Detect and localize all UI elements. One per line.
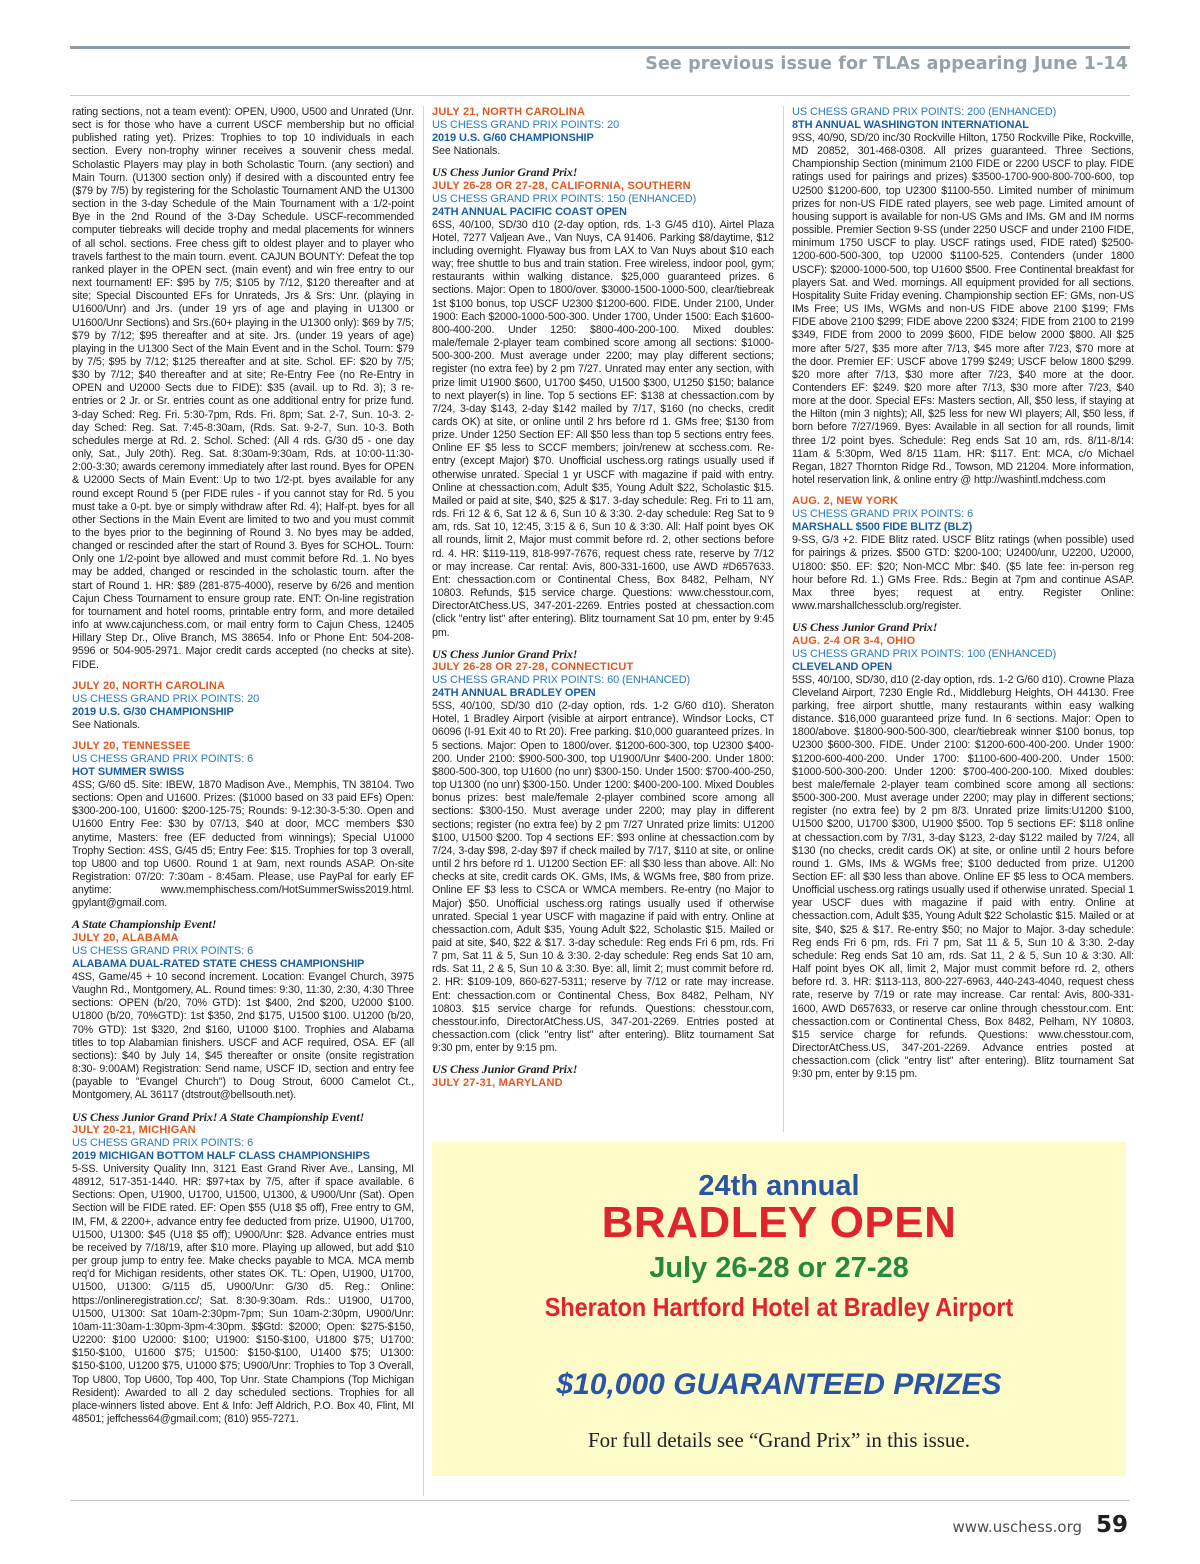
tla-listing: [432, 1063, 774, 1090]
bradley-open-ad: [432, 1142, 1126, 1476]
tla-listing: [432, 648, 774, 1056]
listing-date: JULY 26-28 OR 27-28, CONNECTICUT: [432, 661, 634, 674]
listing-date: AUG. 2-4 OR 3-4, OHIO: [792, 634, 916, 647]
tla-listing: [792, 106, 1134, 487]
column-2: [432, 106, 774, 1098]
listing-date: AUG. 2, NEW YORK: [792, 495, 899, 508]
listing-body: 4SS, Game/45 + 10 second increment. Location: Evangel Church, 3975 Vaughn Rd., Montgomery, AL. Round times: 9:30, 11:30, 2:30, 4:30 Three sections: OPEN (b/20, 70% GTD): 1st $400, 2nd $200, U2000 $100. U1800 (b/20, 70%GTD): 1st $350, 2nd $175, U1500 $100. U1200 (b/20, 70% GTD): 1st $320, 2nd $160, U1000 $100. Trophies and Alabama titles to top Alabamian finishers. USCF and ACF required, OSA. EF (all sections): $40 by July 14, $45 thereafter or onsite (onsite registration 8:30- 9:00AM) Registration: Send name, USCF ID, section and entry fee (payable to "Evangel Church") to Doug Strout, 6000 Camelot Ct., Montgomery, AL 36117 (dtstrout@bellsouth.net).: [72, 970, 414, 1102]
column-3: [792, 106, 1134, 1090]
grand-prix-points: US CHESS GRAND PRIX POINTS: 60 (ENHANCED): [432, 674, 691, 687]
tla-listing: [72, 740, 414, 911]
ad-hotel: Sheraton Hartford Hotel at Bradley Airport: [544, 1292, 1014, 1322]
ad-prizes: $10,000 GUARANTEED PRIZES: [556, 1368, 1002, 1401]
listing-body: 4SS; G/60 d5. Site: IBEW, 1870 Madison Ave., Memphis, TN 38104. Two sections: Open and U1600. Prizes: ($1000 based on 33 paid EFs) Open: $300-200-100, U1600: $200-125-75; Rounds: 9-12:30-3-5:30. Open and U1600 Entry Fee: $30 by 07/13, $40 at door, MCC members $30 anytime, Masters: free (EF deducted from winnings); Special U1000 Trophy Section: 4SS, G/45 d5; Entry Fee: $15. Trophies for top 3 overall, top U800 and top U600. Round 1 at 9am, next rounds ASAP. On-site Registration: 07/20: 7:30am - 8:45am. Please, use PayPal for early EF anytime: www.memphischess.com/HotSummerSwiss2019.html. gpylant@gmail.com.: [72, 778, 414, 910]
event-title: MARSHALL $500 FIDE BLITZ (BLZ): [792, 521, 973, 534]
grand-prix-points: US CHESS GRAND PRIX POINTS: 150 (ENHANCED): [432, 192, 697, 205]
tla-listing: [792, 495, 1134, 613]
event-title: 8TH ANNUAL WASHINGTON INTERNATIONAL: [792, 119, 1029, 131]
listing-date: JULY 20, TENNESSEE: [72, 739, 191, 752]
tla-listing: [72, 106, 414, 672]
listing-body: 5-SS. University Quality Inn, 3121 East Grand River Ave., Lansing, MI 48912, 517-351-1440. HR: $97+tax by 7/5, after if space available. 6 Sections: Open, U1900, U1700, U1500, U1300, & U900/Unr (Sat). Open Section will be FIDE rated. EF: Open $55 (U18 $5 off), Free entry to GM, IM, FM, & 2200+, advance entry fee deducted from prize. U1900, U1700, U1500, U1300: $45 (U18 $5 off); U900/Unr: $28. Advance entries must be received by 7/18/19, after $10 more. Playing up allowed, but add $10 per group jump to entry fee. Make checks payable to MCA. MCA memb req'd for Michigan residents, other states OK. TL: Open, U1900, U1700, U1500, U1300: G/115 d5, U900/Unr: G/30 d5. Reg.: Online: https://onlineregistration.cc/; Sat. 8:30-9:30am. Rds.: U1900, U1700, U1500, U1300: Sat 10am-2:30pm-7pm; Sun 10am-2:30pm, U900/Unr: 10am-11:30am-1:30pm-3pm-4:30pm. $$Gtd: $2000; Open: $275-$150, U2200: $100 U2000: $100; U1900: $150-$100, U1800 $75; U1700: $150-$100, U1600 $75; U1500: $150-$100, U1400 $75; U1300: $150-$100, U1200 $75, U1000 $75; U900/Unr: Trophies to Top 3 Overall, Top U800, Top U600, Top 400, Top Unr. State Champions (Top Michigan Resident): Awarded to all 2 day scheduled sections. Trophies for all place-winners listed above. Ent & Info: Jeff Aldrich, P.O. Box 40, Flint, MI 48501; jeffchess64@gmail.com; (810) 955-7271.: [72, 1163, 414, 1425]
ad-title: BRADLEY OPEN: [601, 1198, 957, 1247]
listing-body: 5SS, 40/100, SD/30 d10 (2-day option, rds. 1-2 G/60 d10). Sheraton Hotel, 1 Bradley Airport (visible at airport entrance), Windsor Locks, CT 06096 (I-91 Exit 40 to Rt 20). Free parking. $10,000 guaranteed prizes. In 5 sections. Major: Open to 1800/over. $1200-600-300, top U2300 $400-200. Under 2100: $900-500-300, top U1900/Unr $400-200. Under 1800: $800-500-300, top U1600 (no unr) $300-150. Under 1500: $700-400-250, top U1300 (no unr) $300-150. Under 1200: $400-200-100. Mixed Doubles bonus prizes: best male/female 2-player combined score among all sections: $300-150. Must average under 2200; may play in different sections; register (no extra fee) by 2 pm 7/27 Unrated prize limits: U1200 $100, U1500 $200. Top 4 sections EF: $93 online at chessaction.com by 7/24, 3-day $98, 2-day $97 if check mailed by 7/17, $110 at site, or online until 2 hrs before rd 1. U1200 Section EF: all $30 less than above. All: No checks at site, credit cards OK. GMs, IMs, & WGMs free, $80 from prize. Online EF $3 less to CSCA or WMCA members. Re-entry (no Major to Major) $50. Unofficial uschess.org ratings usually used if otherwise unrated. Special 1 year USCF with magazine if paid with entry. Online at chessaction.com, Adult $35, Young Adult $22, Scholastic $15. Mailed or paid at site, $40, $22 & $17. 3-day schedule: Reg ends Fri 6 pm, rds. Fri 7 pm, Sat 11 & 5, Sun 10 & 3:30. 2-day schedule: Reg ends Sat 10 am, rds. Sat 11, 2 & 5, Sun 10 & 3:30. Bye: all, limit 2; must commit before rd. 2. HR: $109-109, 860-627-5311; reserve by 7/12 or rate may increase. Ent: chessaction.com or Continental Chess, Box 8482, Pelham, NY 10803. $15 service charge for refunds. Questions: chesstour.com, chesstour.info, DirectorAtChess.US, 347-201-2269. Entries posted at chessaction.com (click "entry list" after entering). Blitz tournament Sat 9:30 pm, enter by 9:15 pm.: [432, 700, 774, 1055]
listing-body: 9SS, 40/90, SD/20 inc/30 Rockville Hilton, 1750 Rockville Pike, Rockville, MD 20852, 301-468-0308. All prizes guaranteed. Three Sections, Championship Section (minimum 2100 FIDE or 2200 USCF to play. FIDE ratings used for pairings and prizes) $3500-1700-900-800-700-600, top U2500 $1200-600, top U2300 $1100-550. Limited number of minimum prizes for non-US FIDE rated players, see web page. Limited amount of housing support is available for non-US GMs and IMs. GM and IM norms possible. Premier Section 9-SS (under 2250 USCF and under 2100 FIDE, minimum 1750 USCF to play. USCF ratings used, FIDE rated) $2500-1200-600-500-300, top U2000 $1100-525. Contenders (under 1800 USCF): $2000-1000-500, top U1600 $500. Free Continental breakfast for players Sat. and Wed. mornings. All equipment provided for all sections. Hospitality Suite Friday evening. Championship section EF: GMs, non-US IMs Free; US IMs, WGMs and non-US FIDE above 2100 $199; FMs FIDE above 2100 $299; FIDE above 2200 $324; FIDE from 2100 to 2199 $349, FIDE from 2000 to 2099 $600, FIDE below 2000 $800. All $25 more after 5/27, $35 more after 7/13, $45 more after 7/23, $70 more at the door. Premier EF: USCF above 1799 $249; USCF below 1800 $299. $20 more after 7/13, $30 more after 7/23, $40 more at the door. Contenders EF: $249. $20 more after 7/13, $30 more after 7/23, $40 more at the door. Special EFs: Masters section, All, $50 less, if staying at the Hilton (min 3 nights); All, $25 less for new WI players; All, $50 less, if born before 7/27/1969. Byes: Available in all section for all rounds, limit three 1/2 point byes. Schedule: Reg ends Sat 10 am, rds. 8/11-8/14: 11am & 5:30pm, Wed 8/15 11am. HR: $117. Ent: MCA, c/o Michael Regan, 1827 Thornton Ridge Rd., Towson, MD 21204. More information, hotel reservation link, & online entry @ http://washintl.mdchess.com: [792, 132, 1134, 487]
column-divider: [783, 106, 784, 1132]
listing-date: JULY 21, NORTH CAROLINA: [432, 106, 586, 118]
listing-tag: US Chess Junior Grand Prix! A State Championship Event!: [72, 1109, 365, 1124]
grand-prix-points: US CHESS GRAND PRIX POINTS: 6: [72, 752, 254, 765]
ad-annual: 24th annual: [698, 1170, 860, 1202]
event-title: HOT SUMMER SWISS: [72, 765, 185, 778]
tla-listing: [432, 166, 774, 640]
tla-listing: [72, 1111, 414, 1427]
tla-listing: [72, 918, 414, 1102]
listing-date: JULY 27-31, MARYLAND: [432, 1076, 563, 1089]
ad-dates: July 26-28 or 27-28: [649, 1252, 909, 1284]
page-number: 59: [1095, 1512, 1128, 1538]
listing-tag: US Chess Junior Grand Prix!: [792, 620, 938, 635]
footer-rule: [70, 1500, 1130, 1501]
listing-body: See Nationals.: [72, 718, 141, 731]
top-rule: [70, 46, 1130, 49]
running-header: See previous issue for TLAs appearing June 1-14: [645, 54, 1128, 74]
grand-prix-points: US CHESS GRAND PRIX POINTS: 100 (ENHANCED): [792, 647, 1057, 660]
listing-date: JULY 26-28 OR 27-28, CALIFORNIA, SOUTHERN: [432, 179, 691, 192]
listing-tag: US Chess Junior Grand Prix!: [432, 646, 578, 661]
event-title: 2019 U.S. G/30 CHAMPIONSHIP: [72, 705, 234, 718]
column-1: [72, 106, 414, 1434]
listing-body: See Nationals.: [432, 145, 501, 157]
grand-prix-points: US CHESS GRAND PRIX POINTS: 6: [72, 1137, 254, 1149]
listing-tag: A State Championship Event!: [72, 917, 217, 932]
event-title: 24TH ANNUAL BRADLEY OPEN: [432, 687, 596, 700]
listing-body: 9-SS, G/3 +2. FIDE Blitz rated. USCF Blitz ratings (when possible) used for pairings & prizes. $500 GTD: $200-100; U2400/unr, U2200, U2000, U1800: $50. EF: $20; Non-MCC Mbr: $40. ($5 late fee: in-person reg hour before Rd. 1.) GMs Free. Rds.: Begin at 7pm and continue ASAP. Max three byes; request at entry. Register Online: www.marshallchessclub.org/register.: [792, 534, 1134, 612]
listing-body: 5SS, 40/100, SD/30, d10 (2-day option, rds. 1-2 G/60 d10). Crowne Plaza Cleveland Airport, 7230 Engle Rd., Middleburg Heights, OH 44130. Free parking, free airport shuttle, many restaurants within easy walking distance. $16,000 guaranteed prize fund. In 6 sections. Major: Open to 1800/above. $1800-900-500-300, clear/tiebreak winner $100 bonus, top U2300 $600-300. FIDE. Under 2100: $1200-600-400-200. Under 1900: $1200-600-400-200. Under 1700: $1100-600-400-200. Under 1500: $1000-500-300-200. Under 1200: $700-400-200-100. Mixed doubles: best male/female 2-player team combined score among all sections: $500-300-200. Must average under 2200; may play in different sections; register (no extra fee) by 2 pm 8/3. Unrated prize limits:U1200 $100, U1500 $200, U1700 $300, U1900 $500. Top 5 sections EF: $118 online at chessaction.com by 7/31, 3-day $123, 2-day $122 mailed by 7/24, all $130 (no checks, credit cards OK) at site, or online until 2 hours before round 1. GMs, IMs & WGMs free; $100 deducted from prize. U1200 Section EF: all $30 less than above. Online EF $5 less to OCA members. Unofficial uschess.org ratings usually used if otherwise unrated. Special 1 year USCF dues with magazine if paid with entry. Online at chessaction.com, Adult $35, Young Adult $22 Scholastic $15. Mailed or at site, $40, $25 & $17. Re-entry $50; no Major to Major. 3-day schedule: Reg ends Fri 6 pm, rds. Fri 7 pm, Sat 11 & 5, Sun 10 & 3:30. 2-day schedule: Reg ends Sat 10 am, rds. Sat 11, 2 & 5, Sun 10 & 3:30. All: Half point byes OK all, limit 2, Major must commit before rd. 2, others before rd. 3. HR: $113-113, 800-227-6963, 440-243-4040, request chess rate, reserve by 7/19 or rate may increase. Car rental: Avis, 800-331-1600, AWD D657633, or reserve car online through chesstour.com. Ent: chessaction.com or Continental Chess, Box 8482, Pelham, NY 10803. $15 service charge for refunds. Questions: www.chesstour.com, DirectorAtChess.US, 347-201-2269. Advance entries posted at chessaction.com (click "entry list" after entering). Blitz tournament Sat 9:30 pm, enter by 9:15 pm.: [792, 673, 1134, 1081]
listing-body: 6SS, 40/100, SD/30 d10 (2-day option, rds. 1-3 G/45 d10). Airtel Plaza Hotel, 7277 Valjean Ave., Van Nuys, CA 91406. Parking $8/daytime, $12 including overnight. Flyaway bus from LAX to Van Nuys about $10 each way; free shuttle to bus and train station. Free wireless, indoor pool, gym; restaurants within walking distance. $25,000 guaranteed prizes. 6 sections. Major: Open to 1800/over. $3000-1500-1000-500, clear/tiebreak 1st $100 bonus, top USCF U2300 $1200-600. FIDE. Under 2100, Under 1900: Each $2000-1000-500-300. Under 1700, Under 1500: Each $1600-800-400-200. Under 1250: $800-400-200-100. Mixed doubles: male/female 2-player team combined score among all sections: $1000-500-300-200. Must average under 2200; may play different sections; register (no extra fee) by 2 pm 7/27. Unrated may enter any section, with prize limit U1900 $600, U1700 $450, U1500 $300, U1250 $150; balance to next player(s) in line. Top 5 sections EF: $138 at chessaction.com by 7/24, 3-day $143, 2-day $142 mailed by 7/17, $160 (no checks, credit cards OK) at site, or online until 2 hrs before rd 1. GMs free; $130 from prize. Under 1250 Section EF: All $50 less than top 5 sections entry fees. Online EF $5 less to SCCF members; join/renew at scchess.com. Re-entry (except Major) $70. Unofficial uschess.org ratings usually used if otherwise unrated. Special 1 yr USCF with magazine if paid with entry. Online at chessaction.com, Adult $35, Young Adult $22, Scholastic $15. Mailed or paid at site, $40, $25 & $17. 3-day schedule: Reg. Fri to 11 am, rds. Fri 12 & 6, Sat 12 & 6, Sun 10 & 3:30. 2-day schedule: Reg Sat to 9 am, rds. Sat 10, 12:45, 3:15 & 6, Sun 10 & 3:30. All: Half point byes OK all rounds, limit 2, Major must commit before rd. 2, other sections before rd. 4. HR: $119-119, 818-997-7676, request chess rate, reserve by 7/12 or may increase. Car rental: Avis, 800-331-1600, use AWD #D657633. Ent: chessaction.com or Continental Chess, Box 8482, Pelham, NY 10803. Refunds, $15 service charge. Questions: www.chesstour.com, DirectorAtChess.US, 347-201-2269. Entries posted at chessaction.com (click "entry list" after entering). Blitz tournament Sat 10 pm, enter by 9:45 pm.: [432, 218, 774, 639]
grand-prix-points: US CHESS GRAND PRIX POINTS: 20: [432, 119, 620, 131]
event-title: 24TH ANNUAL PACIFIC COAST OPEN: [432, 205, 627, 218]
grand-prix-points: US CHESS GRAND PRIX POINTS: 20: [72, 692, 260, 705]
tla-listing: [432, 106, 774, 158]
grand-prix-points: US CHESS GRAND PRIX POINTS: 6: [792, 508, 974, 521]
event-title: 2019 U.S. G/60 CHAMPIONSHIP: [432, 132, 594, 144]
event-title: 2019 MICHIGAN BOTTOM HALF CLASS CHAMPIONSHIPS: [72, 1150, 370, 1162]
listing-date: JULY 20, ALABAMA: [72, 931, 179, 944]
footer-url[interactable]: www.uschess.org: [952, 1518, 1082, 1536]
tla-listing: [792, 621, 1134, 1081]
listing-body: rating sections, not a team event): OPEN, U900, U500 and Unrated (Unr. sect is for those who have a current USCF membership but no official published rating yet). Prizes: Trophies to top 10 individuals in each section. Every non-trophy winner receives a souvenir chess medal. Scholastic Players may play in both Scholastic Tourn. (any section) and Main Tourn. (U1300 section only) if desired with a discounted entry fee ($79 by 7/5) by registering for the Scholastic Tournament AND the U1300 section in the 3-day Schedule of the Main Tournament with a 1/2-point Bye in the 2nd Round of the 3-Day Schedule. USCF-recommended computer tiebreaks will decide trophy and medal placements for winners of all schol. sections. Free chess gift to oldest player and to player who travels farthest to the main tourn. event. CAJUN BOUNTY: Defeat the top ranked player in the OPEN sect. (main event) and win free entry to our next tournament! EF: $95 by 7/5; $105 by 7/12, $120 thereafter and at site; Special Discounted EFs for Unrateds, Jrs & Srs: Unr. (playing in U1600/Unr) and Jrs. (under 19 yrs of age and playing in U1300 or U1600/Unr Sections) and Srs.(60+ playing in the U1300 only): $69 by 7/5; $79 by 7/12; $95 thereafter and at site. Jrs. (under 19 years of age) playing in the U1300 Sect of the Main Event and in the Schol. Tourn: $79 by 7/5; $95 by 7/12; $125 thereafter and at site. Schol. EF: $20 by 7/5; $30 by 7/12; $40 thereafter and at site; Re-Entry Fee (no Re-Entry in OPEN and U2000 Sects due to FIDE): $35 (avail. up to Rd. 3); 3 re-entries or 2 Jr. or Sr. entries count as one additional entry for prize fund. 3-day Sched: Reg. Fri. 5:30-7pm, Rds. Fri. 8pm; Sat. 2-7, Sun. 10-3. 2-day Sched: Reg. Sat. 7:45-8:30am, (Rds. Sat. 9-2-7, Sun. 10-3. Both schedules merge at Rd. 2. Schol. Sched: (All 4 rds. G/30 d5 - one day only, Sat., July 20th). Reg. Sat. 8:30am-9:30am, Rds. at 10:00-11:30-2:00-3:30; awards ceremony immediately after last round. Byes for OPEN & U2000 Sects of Main Event: Up to two 1/2-pt. byes available for any round except Round 5 (per FIDE rules - if you cannot stay for Rd. 5 you must take a 0-pt. bye or simply withdraw after Rd. 4); Half-pt. byes for all other Sections in the Main Event are limited to two and you must commit to the byes prior to the beginning of Round 3. No byes may be added, changed or rescinded after the start of Round 3. Byes for SCHOL. Tourn: Only one 1/2-point bye allowed and must commit before Rd. 1. No byes may be added, changed or rescinded in the scholastic tourn. after the start of Round 1. HR: $89 (281-875-4000), reserve by 6/26 and mention Cajun Chess Tournament to ensure group rate. ENT: On-line registration for tournament and hotel rooms, printable entry form, and more detailed info at www.cajunchess.com, or mail entry form to Cajun Chess, 12405 Hillary Step Dr., Olive Branch, MS 38654. Info or Phone Ent: 504-208-9596 or 504-905-2971. Major credit cards accepted (no checks at site). FIDE.: [72, 106, 414, 671]
listing-date: JULY 20-21, MICHIGAN: [72, 1124, 196, 1136]
grand-prix-points: US CHESS GRAND PRIX POINTS: 200 (ENHANCED): [792, 106, 1057, 118]
ad-details: For full details see “Grand Prix” in this issue.: [587, 1428, 971, 1452]
grand-prix-points: US CHESS GRAND PRIX POINTS: 6: [72, 944, 254, 957]
listing-date: JULY 20, NORTH CAROLINA: [72, 679, 226, 692]
listing-tag: US Chess Junior Grand Prix!: [432, 165, 578, 180]
column-divider: [423, 106, 424, 1496]
header-divider: [70, 95, 1130, 96]
event-title: CLEVELAND OPEN: [792, 660, 893, 673]
listing-tag: US Chess Junior Grand Prix!: [432, 1062, 578, 1077]
event-title: ALABAMA DUAL-RATED STATE CHESS CHAMPIONSHIP: [72, 957, 365, 970]
tla-listing: [72, 680, 414, 732]
